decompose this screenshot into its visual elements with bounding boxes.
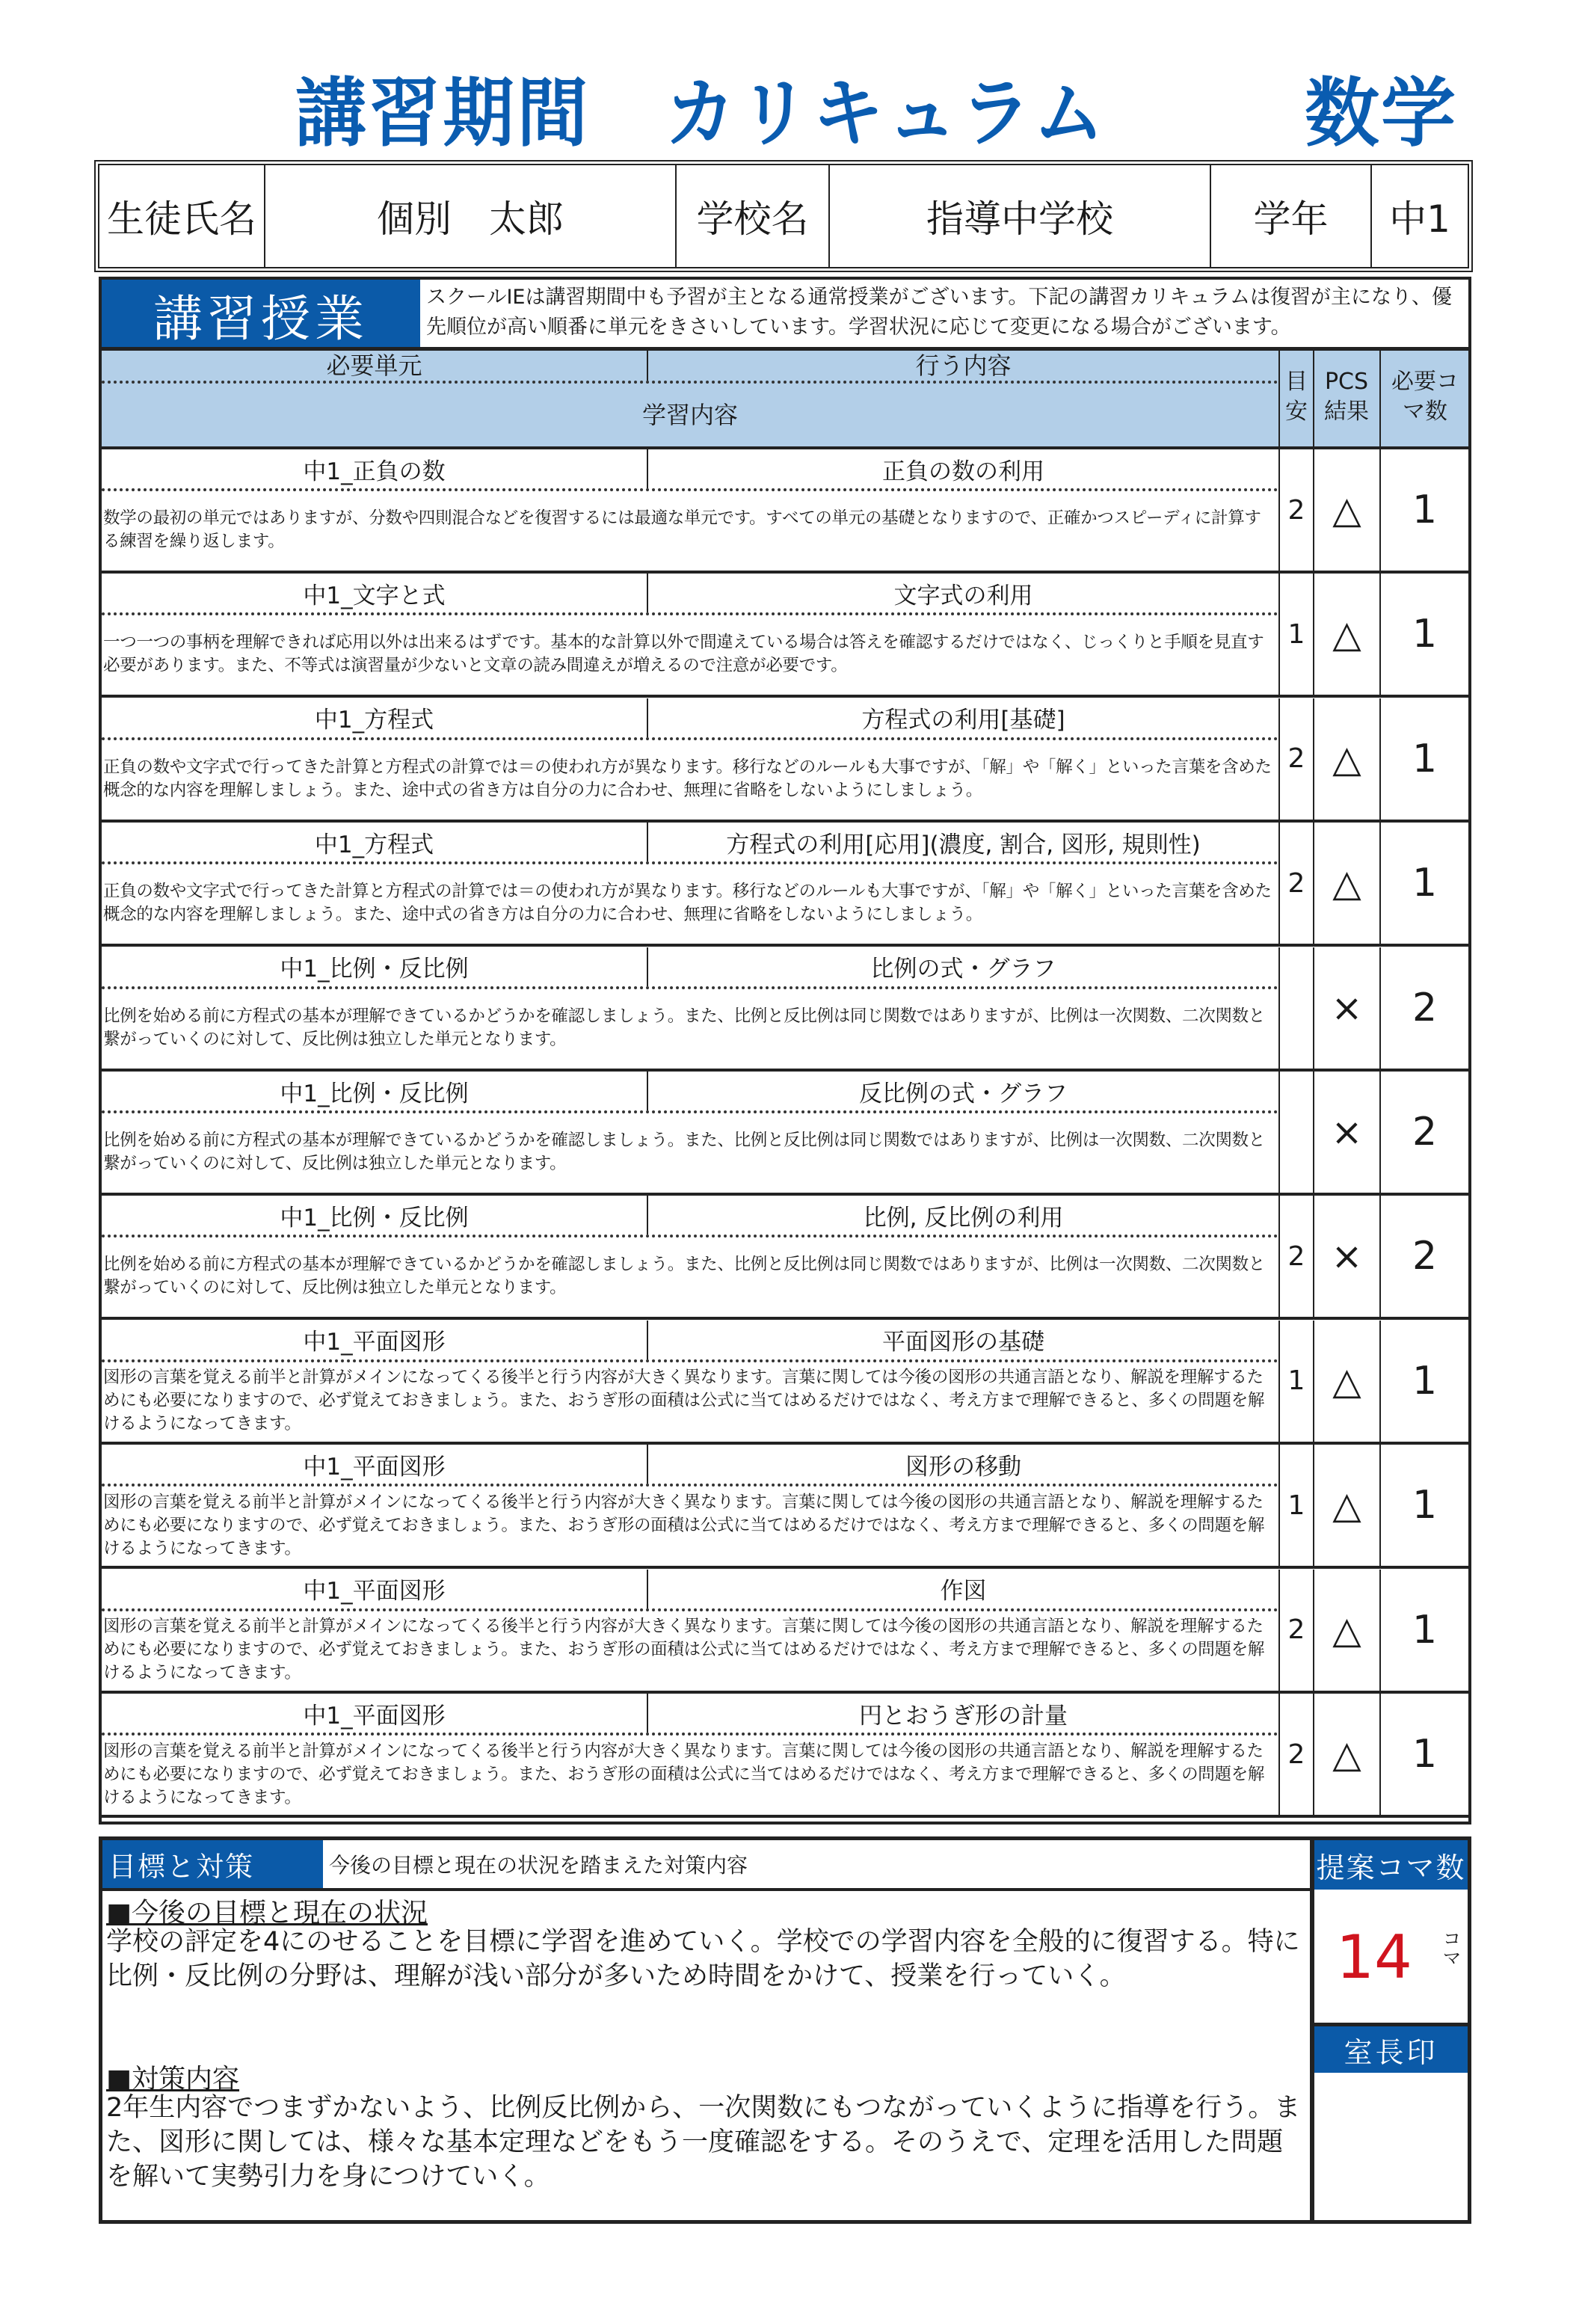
page-title: 講習期間 カリキュラム (295, 70, 1107, 157)
divider (1313, 351, 1314, 446)
description-cell: 正負の数や文字式で行ってきた計算と方程式の計算では＝の使われ方が異なります。移行などのルールも大事ですが、「解」や「解く」といった言葉を含めた概念的な内容を理解しましょう。また、途中式の省き方は自分の力に合わせ、無理に省略をしないようにしましょう。 (103, 882, 1272, 925)
target-cell: 2 (1278, 823, 1313, 944)
table-row (102, 449, 1468, 574)
description-cell: 図形の言葉を覚える前半と計算がメインになってくる後半と行う内容が大きく異なります。言葉に関しては今後の図形の共通言語となり、解説を理解するためにも必要になりますので、必ず覚えておきましょう。また、おうぎ形の面積は公式に当てはめるだけではなく、考え方まで理解できると、多くの問題を解けるようになってきます。 (103, 1368, 1265, 1434)
divider (1379, 351, 1381, 446)
topic-cell: 反比例の式・グラフ (859, 1080, 1068, 1107)
required-koma-cell: 1 (1379, 698, 1468, 820)
dotted-divider (102, 861, 1278, 864)
table-row (102, 574, 1468, 698)
lesson-note: スクールIEは講習期間中も予習が主となる通常授業がございます。下記の講習カリキュラムは復習が主になり、優先順位が高い順番に単元をきさいしています。学習状況に応じて変更になる場合がございます。 (426, 286, 1453, 339)
header-topic: 行う内容 (915, 351, 1012, 380)
unit-cell: 中1_文字と式 (102, 574, 648, 612)
table-row (102, 1694, 1468, 1818)
required-koma-cell: 1 (1379, 823, 1468, 944)
dotted-divider (102, 612, 1278, 615)
description-cell: 正負の数や文字式で行ってきた計算と方程式の計算では＝の使われ方が異なります。移行などのルールも大事ですが、「解」や「解く」といった言葉を含めた概念的な内容を理解しましょう。また、途中式の省き方は自分の力に合わせ、無理に省略をしないようにしましょう。 (103, 757, 1272, 800)
table-row (102, 1321, 1468, 1445)
proposal-count-value: 14 (1336, 1922, 1412, 1992)
unit-cell: 中1_平面図形 (102, 1445, 648, 1484)
topic-cell: 図形の移動 (905, 1453, 1021, 1481)
unit-cell: 中1_比例・反比例 (102, 1196, 648, 1235)
description-cell: 数学の最初の単元ではありますが、分数や四則混合などを復習するには最適な単元です。すべての単元の基礎となりますので、正確かつスピーディに計算する練習を繰り返します。 (103, 508, 1261, 551)
unit-cell: 中1_平面図形 (102, 1694, 648, 1733)
pcs-result-cell: △ (1313, 1694, 1379, 1815)
pcs-result-cell: △ (1313, 823, 1379, 944)
current-status-body: 学校の評定を4にのせることを目標に学習を進めていく。学校での学習内容を全般的に復習する。特に比例・反比例の分野は、理解が浅い部分が多いため時間をかけて、授業を行っていく。 (106, 1927, 1300, 1991)
pcs-result-cell: △ (1313, 698, 1379, 820)
goals-subtitle: 今後の目標と現在の状況を踏まえた対策内容 (329, 1853, 748, 1878)
pcs-result-cell: △ (1313, 449, 1379, 571)
target-cell: 2 (1278, 698, 1313, 820)
pcs-result-cell: △ (1313, 1321, 1379, 1442)
topic-cell: 作図 (940, 1578, 987, 1605)
student-name-value: 個別 太郎 (265, 165, 677, 267)
unit-cell: 中1_比例・反比例 (102, 947, 648, 986)
unit-cell: 中1_方程式 (102, 823, 648, 861)
header-koma: 必要コマ数 (1391, 369, 1459, 425)
student-name-label: 生徒氏名 (99, 165, 265, 267)
table-row (102, 947, 1468, 1072)
lesson-badge: 講習授業 (102, 280, 420, 348)
target-cell: 2 (1278, 449, 1313, 571)
required-koma-cell: 1 (1379, 574, 1468, 695)
table-header (102, 351, 1468, 449)
stamp-label: 室長印 (1314, 2026, 1468, 2073)
proposal-count-unit: コマ (1443, 1928, 1461, 1969)
target-cell: 2 (1278, 1694, 1313, 1815)
unit-cell: 中1_方程式 (102, 698, 648, 737)
topic-cell: 方程式の利用[基礎] (861, 707, 1065, 734)
topic-cell: 平面図形の基礎 (882, 1329, 1044, 1356)
goals-badge: 目標と対策 (102, 1840, 323, 1888)
dotted-divider (102, 1733, 1278, 1736)
unit-cell: 中1_正負の数 (102, 449, 648, 488)
header-content: 学習内容 (641, 401, 738, 429)
topic-cell: 方程式の利用[応用](濃度, 割合, 図形, 規則性) (726, 831, 1201, 858)
header-unit: 必要単元 (326, 351, 422, 380)
table-row (102, 698, 1468, 823)
target-cell: 1 (1278, 574, 1313, 695)
required-koma-cell: 2 (1379, 947, 1468, 1069)
table-row (102, 1072, 1468, 1196)
unit-cell: 中1_平面図形 (102, 1321, 648, 1359)
plan-body: 2年生内容でつまずかないよう、比例反比例から、一次関数にもつながっていくように指導を行う。また、図形に関しては、様々な基本定理などをもう一度確認をする。そのうえで、定理を活用した問題を解いて実勢引力を身につけていく。 (106, 2093, 1301, 2192)
description-cell: 図形の言葉を覚える前半と計算がメインになってくる後半と行う内容が大きく異なります。言葉に関しては今後の図形の共通言語となり、解説を理解するためにも必要になりますので、必ず覚えておきましょう。また、おうぎ形の面積は公式に当てはめるだけではなく、考え方まで理解できると、多くの問題を解けるようになってきます。 (103, 1617, 1265, 1683)
student-info-box (94, 160, 1473, 272)
unit-cell: 中1_平面図形 (102, 1570, 648, 1608)
pcs-result-cell: △ (1313, 1570, 1379, 1691)
target-cell: 1 (1278, 1445, 1313, 1566)
required-koma-cell: 1 (1379, 1445, 1468, 1566)
topic-cell: 比例の式・グラフ (870, 956, 1056, 983)
required-koma-cell: 1 (1379, 1694, 1468, 1815)
topic-cell: 文字式の利用 (893, 582, 1033, 609)
dotted-divider (102, 737, 1278, 740)
description-cell: 比例を始める前に方程式の基本が理解できているかどうかを確認しましょう。また、比例と反比例は同じ関数ではありますが、比例は一次関数、二次関数と繋がっていくのに対して、反比例は独立した単元となります。 (103, 1131, 1266, 1173)
proposal-count-label: 提案コマ数 (1314, 1840, 1468, 1890)
school-name-label: 学校名 (677, 165, 830, 267)
dotted-divider (102, 1484, 1278, 1487)
subject-title: 数学 (1305, 70, 1457, 157)
grade-value: 中1 (1389, 197, 1450, 241)
table-row (102, 1196, 1468, 1320)
topic-cell: 円とおうぎ形の計量 (859, 1702, 1068, 1730)
stamp-area[interactable] (1314, 2073, 1468, 2219)
table-row (102, 823, 1468, 947)
dotted-divider (102, 1110, 1278, 1113)
unit-cell: 中1_比例・反比例 (102, 1072, 648, 1110)
pcs-result-cell: △ (1313, 1445, 1379, 1566)
description-cell: 比例を始める前に方程式の基本が理解できているかどうかを確認しましょう。また、比例と反比例は同じ関数ではありますが、比例は一次関数、二次関数と繋がっていくのに対して、反比例は独立した単元となります。 (103, 1255, 1266, 1298)
description-cell: 図形の言葉を覚える前半と計算がメインになってくる後半と行う内容が大きく異なります。言葉に関しては今後の図形の共通言語となり、解説を理解するためにも必要になりますので、必ず覚えておきましょう。また、おうぎ形の面積は公式に当てはめるだけではなく、考え方まで理解できると、多くの問題を解けるようになってきます。 (103, 1492, 1265, 1558)
required-koma-cell: 2 (1379, 1196, 1468, 1317)
topic-cell: 正負の数の利用 (882, 458, 1044, 485)
required-koma-cell: 1 (1379, 449, 1468, 571)
header-pcs: PCS結果 (1324, 369, 1369, 425)
required-koma-cell: 1 (1379, 1321, 1468, 1442)
dotted-divider (102, 1359, 1278, 1362)
current-status-title: ■今後の目標と現在の状況 (106, 1898, 428, 1928)
target-cell: 2 (1278, 1196, 1313, 1317)
target-cell (1278, 1072, 1313, 1193)
description-cell: 一つ一つの事柄を理解できれば応用以外は出来るはずです。基本的な計算以外で間違えている場合は答えを確認するだけではなく、じっくりと手順を見直す必要があります。また、不等式は演習量が少ないと文章の読み間違えが増えるので注意が必要です。 (103, 633, 1264, 676)
table-row (102, 1445, 1468, 1569)
school-name-value: 指導中学校 (830, 165, 1211, 267)
required-koma-cell: 2 (1379, 1072, 1468, 1193)
target-cell (1278, 947, 1313, 1069)
header-target: 目安 (1285, 369, 1308, 425)
dotted-divider (102, 488, 1278, 491)
plan-title: ■対策内容 (106, 2064, 240, 2094)
dotted-divider (102, 1235, 1278, 1238)
topic-cell: 比例, 反比例の利用 (863, 1204, 1064, 1232)
pcs-result-cell: × (1313, 947, 1379, 1069)
pcs-result-cell: × (1313, 1196, 1379, 1317)
table-row (102, 1570, 1468, 1694)
pcs-result-cell: × (1313, 1072, 1379, 1193)
required-koma-cell: 1 (1379, 1570, 1468, 1691)
pcs-result-cell: △ (1313, 574, 1379, 695)
target-cell: 2 (1278, 1570, 1313, 1691)
description-cell: 図形の言葉を覚える前半と計算がメインになってくる後半と行う内容が大きく異なります。言葉に関しては今後の図形の共通言語となり、解説を理解するためにも必要になりますので、必ず覚えておきましょう。また、おうぎ形の面積は公式に当てはめるだけではなく、考え方まで理解できると、多くの問題を解けるようになってきます。 (103, 1741, 1265, 1807)
divider (102, 1888, 1311, 1891)
target-cell: 1 (1278, 1321, 1313, 1442)
grade-label: 学年 (1211, 165, 1372, 267)
dotted-divider (102, 1608, 1278, 1611)
dotted-divider (102, 986, 1278, 989)
description-cell: 比例を始める前に方程式の基本が理解できているかどうかを確認しましょう。また、比例と反比例は同じ関数ではありますが、比例は一次関数、二次関数と繋がっていくのに対して、反比例は独立した単元となります。 (103, 1006, 1266, 1049)
